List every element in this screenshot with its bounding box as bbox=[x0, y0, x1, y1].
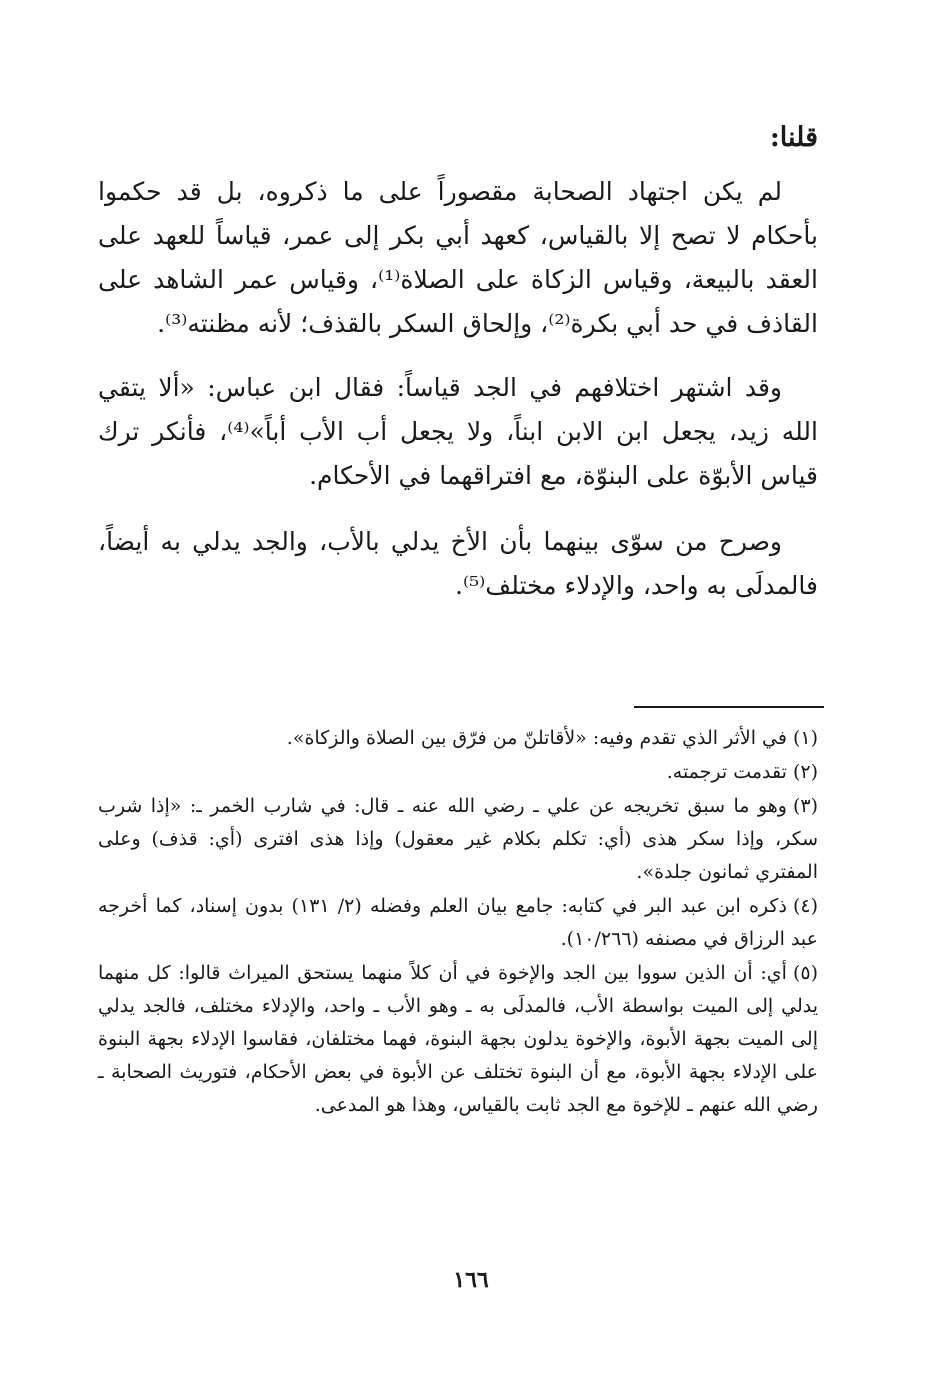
footnote-text: وهو ما سبق تخريجه عن علي ـ رضي الله عنه ـ قال: في شارب الخمر ـ: «إذا شرب سكر، وإذا سكر هذى (أي: تكلم بكلام غير معقول) وإذا هذى افترى (أي: قذف) وعلى المفتري ثمانون جلدة». bbox=[98, 795, 818, 883]
footnote-text: ذكره ابن عبد البر في كتابه: جامع بيان العلم وفضله (٢/ ١٣١) بدون إسناد، كما أخرجه عبد الرزاق في مصنفه (١٠/٢٦٦). bbox=[98, 895, 818, 950]
footnote-text: في الأثر الذي تقدم وفيه: «لأقاتلنّ من فرّق بين الصلاة والزكاة». bbox=[286, 727, 787, 749]
footnote-text: تقدمت ترجمته. bbox=[666, 761, 787, 783]
body-paragraph-2: وقد اشتهر اختلافهم في الجد قياساً: فقال ابن عباس: «ألا يتقي الله زيد، يجعل ابن الابن ابناً، ولا يجعل أب الأب أباً»⁽⁴⁾، فأنكر ترك قياس الأبوّة على البنوّة، مع افتراقهما في الأحكام. bbox=[98, 373, 818, 490]
footnote-5 bbox=[98, 957, 818, 1122]
footnote-3 bbox=[98, 790, 818, 889]
footnote-number: (٤) bbox=[792, 895, 818, 917]
footnotes-list bbox=[98, 722, 818, 1123]
footnote-1 bbox=[98, 722, 818, 755]
footnote-number: (٣) bbox=[792, 795, 818, 817]
footnote-number: (٢) bbox=[792, 761, 818, 783]
footnote-4 bbox=[98, 890, 818, 956]
footnote-2 bbox=[98, 756, 818, 789]
page-number: ١٦٦ bbox=[453, 1267, 489, 1293]
footnote-separator bbox=[634, 706, 824, 708]
body-paragraph-3: وصرح من سوّى بينهما بأن الأخ يدلي بالأب، والجد يدلي به أيضاً، فالمدلَى به واحد، والإدلاء مختلف⁽⁵⁾. bbox=[98, 527, 818, 600]
footnote-text: أي: أن الذين سووا بين الجد والإخوة في أن كلاً منهما يستحق الميراث قالوا: كل منهما يدلي إلى الميت بواسطة الأب، فالمدلَى به ـ وهو الأب ـ واحد، والإدلاء مختلف، فالجد يدلي إلى الميت بجهة الأبوة، والإخوة يدلون بجهة البنوة، فهما مختلفان، فقاسوا الإدلاء بجهة البنوة على الإدلاء بجهة الأبوة، مع أن البنوة تختلف عن الأبوة في بعض الأحكام، فتوريث الصحابة ـ رضي الله عنهم ـ للإخوة مع الجد ثابت بالقياس، وهذا هو المدعى. bbox=[98, 962, 818, 1116]
footnote-number: (١) bbox=[792, 727, 818, 749]
section-heading: قلنا: bbox=[769, 122, 818, 153]
body-paragraph-1: لم يكن اجتهاد الصحابة مقصوراً على ما ذكروه، بل قد حكموا بأحكام لا تصح إلا بالقياس، كعهد أبي بكر إلى عمر، قياساً للعهد على العقد بالبيعة، وقياس الزكاة على الصلاة⁽¹⁾، وقياس عمر الشاهد على القاذف في حد أبي بكرة⁽²⁾، وإلحاق السكر بالقذف؛ لأنه مظنته⁽³⁾. bbox=[98, 177, 818, 338]
footnote-number: (٥) bbox=[792, 962, 818, 984]
